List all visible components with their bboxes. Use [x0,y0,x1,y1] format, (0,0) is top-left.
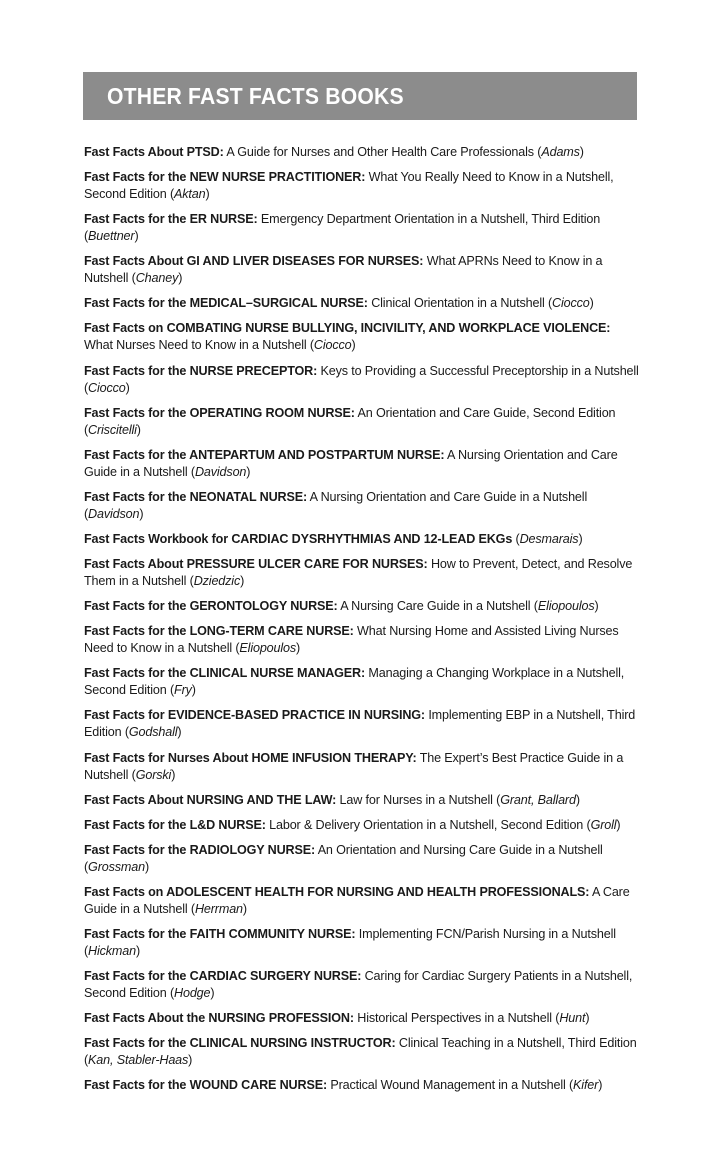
book-subtitle: A Nursing Care Guide in a Nutshell [340,599,531,614]
book-entry: Fast Facts for the ER NURSE: Emergency Department Orientation in a Nutshell, Third Edition (Buettner) [84,212,601,244]
book-author: Herrman [194,901,243,916]
book-subtitle: Implementing EBP in a Nutshell, Third Edition [84,708,636,740]
book-title: Fast Facts for the OPERATING ROOM NURSE: [84,405,355,420]
book-subtitle: How to Prevent, Detect, and Resolve Them in a Nutshell [84,557,633,589]
book-title: Fast Facts for the LONG-TERM CARE NURSE: [84,624,354,639]
book-title: Fast Facts for the CLINICAL NURSE MANAGER: [84,666,366,681]
book-title: Fast Facts Workbook for CARDIAC DYSRHYTHMIAS AND 12-LEAD EKGs [84,531,513,546]
book-subtitle: Clinical Teaching in a Nutshell, Third Edition [398,1036,637,1051]
book-subtitle: Historical Perspectives in a Nutshell [357,1011,552,1026]
book-author: Godshall [128,725,178,740]
book-subtitle: Labor & Delivery Orientation in a Nutshell, Second Edition [269,817,584,832]
book-entry: Fast Facts for the RADIOLOGY NURSE: An Orientation and Nursing Care Guide in a Nutshell (Grossman) [84,842,603,874]
book-subtitle: Keys to Providing a Successful Preceptorship in a Nutshell [320,363,639,378]
book-entry: Fast Facts for the CLINICAL NURSING INSTRUCTOR: Clinical Teaching in a Nutshell, Third Edition (Kan, Stabler-Haas) [84,1036,637,1068]
book-entry: Fast Facts for the L&D NURSE: Labor & Delivery Orientation in a Nutshell, Second Edition (Groll) [84,817,621,832]
book-entry: Fast Facts for the LONG-TERM CARE NURSE: What Nursing Home and Assisted Living Nurses Need to Know in a Nutshell (Eliopoulos) [84,624,619,656]
book-subtitle: A Nursing Orientation and Care Guide in a Nutshell [84,447,618,479]
book-author: Desmarais [519,531,579,546]
book-subtitle: The Expert’s Best Practice Guide in a Nutshell [84,750,624,782]
book-subtitle: Clinical Orientation in a Nutshell [371,296,545,311]
book-entry: Fast Facts for the MEDICAL–SURGICAL NURSE: Clinical Orientation in a Nutshell (Ciocco) [84,296,594,311]
book-entry: Fast Facts Workbook for CARDIAC DYSRHYTHMIAS AND 12-LEAD EKGs (Desmarais) [84,531,583,546]
book-title: Fast Facts for the CARDIAC SURGERY NURSE: [84,969,362,984]
book-author: Fry [174,683,192,698]
book-author: Kifer [573,1078,599,1093]
book-subtitle: Caring for Cardiac Surgery Patients in a Nutshell, Second Edition [84,969,633,1001]
book-entry: Fast Facts for the ANTEPARTUM AND POSTPARTUM NURSE: A Nursing Orientation and Care Guide in a Nutshell (Davidson) [84,447,618,479]
book-entry: Fast Facts for the NEW NURSE PRACTITIONER: What You Really Need to Know in a Nutshell, Second Edition (Aktan) [84,170,614,202]
book-author: Kan, Stabler-Haas [88,1053,189,1068]
book-entry: Fast Facts About NURSING AND THE LAW: Law for Nurses in a Nutshell (Grant, Ballard) [84,792,580,807]
book-subtitle: A Nursing Orientation and Care Guide in a Nutshell [309,489,588,504]
book-title: Fast Facts About GI AND LIVER DISEASES FOR NURSES: [84,254,424,269]
book-entry: Fast Facts on COMBATING NURSE BULLYING, INCIVILITY, AND WORKPLACE VIOLENCE: What Nurses Need to Know in a Nutshell (Ciocco) [84,321,611,353]
book-subtitle: Implementing FCN/Parish Nursing in a Nutshell [358,926,616,941]
book-subtitle: Emergency Department Orientation in a Nutshell, Third Edition [260,212,601,227]
book-subtitle: What APRNs Need to Know in a Nutshell [84,254,603,286]
book-entry: Fast Facts on ADOLESCENT HEALTH FOR NURSING AND HEALTH PROFESSIONALS: A Care Guide in a Nutshell (Herrman) [84,884,630,916]
book-author: Hickman [88,943,136,958]
book-entry: Fast Facts for the WOUND CARE NURSE: Practical Wound Management in a Nutshell (Kifer) [84,1078,603,1093]
book-title: Fast Facts for the NEONATAL NURSE: [84,489,308,504]
book-entry: Fast Facts About the NURSING PROFESSION: Historical Perspectives in a Nutshell (Hunt) [84,1011,590,1026]
book-author: Davidson [194,464,247,479]
book-subtitle: A Care Guide in a Nutshell [84,884,630,916]
book-title: Fast Facts for the RADIOLOGY NURSE: [84,842,316,857]
book-entry: Fast Facts for the NURSE PRECEPTOR: Keys to Providing a Successful Preceptorship in a Nutshell (Ciocco) [84,363,639,395]
book-entry: Fast Facts for the CARDIAC SURGERY NURSE: Caring for Cardiac Surgery Patients in a Nutshell, Second Edition (Hodge) [84,969,633,1001]
book-author: Ciocco [552,296,590,311]
section-title: OTHER FAST FACTS BOOKS [107,82,404,109]
section-header-bar [83,72,637,120]
book-subtitle: Practical Wound Management in a Nutshell [330,1078,566,1093]
book-title: Fast Facts for EVIDENCE-BASED PRACTICE IN NURSING: [84,708,425,723]
book-author: Chaney [135,271,179,286]
book-subtitle: A Guide for Nurses and Other Health Care Professionals [226,145,534,159]
book-title: Fast Facts for the ER NURSE: [84,212,258,227]
book-entry: Fast Facts About PRESSURE ULCER CARE FOR NURSES: How to Prevent, Detect, and Resolve Them in a Nutshell (Dziedzic) [84,557,633,589]
book-entry: Fast Facts About GI AND LIVER DISEASES FOR NURSES: What APRNs Need to Know in a Nutshell (Chaney) [84,254,603,286]
book-author: Groll [590,817,617,832]
book-author: Adams [541,145,580,159]
book-title: Fast Facts About PRESSURE ULCER CARE FOR NURSES: [84,557,428,572]
book-title: Fast Facts About PTSD: [84,145,224,159]
book-title: Fast Facts for the WOUND CARE NURSE: [84,1078,327,1093]
book-title: Fast Facts for the FAITH COMMUNITY NURSE: [84,926,356,941]
book-author: Gorski [135,767,172,782]
book-entry: Fast Facts About PTSD: A Guide for Nurses and Other Health Care Professionals (Adams) [84,145,584,159]
book-title: Fast Facts About NURSING AND THE LAW: [84,792,337,807]
book-title: Fast Facts for the MEDICAL–SURGICAL NURSE: [84,296,368,311]
book-subtitle: Law for Nurses in a Nutshell [339,792,493,807]
book-subtitle: What Nurses Need to Know in a Nutshell [84,338,307,353]
book-title: Fast Facts for the NEW NURSE PRACTITIONER: [84,170,366,185]
book-author: Grossman [88,859,145,874]
book-title: Fast Facts on ADOLESCENT HEALTH FOR NURSING AND HEALTH PROFESSIONALS: [84,884,590,899]
book-list [84,144,640,1102]
book-title: Fast Facts for the ANTEPARTUM AND POSTPARTUM NURSE: [84,447,445,462]
book-author: Ciocco [313,338,352,353]
book-subtitle: An Orientation and Care Guide, Second Edition [357,405,616,420]
book-author: Hodge [174,986,211,1001]
book-author: Dziedzic [193,574,241,589]
book-entry: Fast Facts for the CLINICAL NURSE MANAGER: Managing a Changing Workplace in a Nutshell, Second Edition (Fry) [84,666,625,698]
book-entry: Fast Facts for the NEONATAL NURSE: A Nursing Orientation and Care Guide in a Nutshell (Davidson) [84,489,588,521]
book-author: Eliopoulos [239,641,297,656]
book-title: Fast Facts for the NURSE PRECEPTOR: [84,363,318,378]
book-title: Fast Facts for the GERONTOLOGY NURSE: [84,599,338,614]
book-title: Fast Facts for the CLINICAL NURSING INSTRUCTOR: [84,1036,396,1051]
book-title: Fast Facts for the L&D NURSE: [84,817,266,832]
book-entry: Fast Facts for the OPERATING ROOM NURSE: An Orientation and Care Guide, Second Edition (Criscitelli) [84,405,616,437]
book-author: Davidson [88,506,140,521]
book-author: Hunt [559,1011,586,1026]
book-subtitle: What Nursing Home and Assisted Living Nurses Need to Know in a Nutshell [84,624,619,656]
book-author: Grant, Ballard [500,792,576,807]
book-entry: Fast Facts for the FAITH COMMUNITY NURSE: Implementing FCN/Parish Nursing in a Nutshell (Hickman) [84,926,616,958]
book-author: Eliopoulos [537,599,595,614]
book-author: Ciocco [88,380,126,395]
book-subtitle: Managing a Changing Workplace in a Nutshell, Second Edition [84,666,625,698]
book-title: Fast Facts on COMBATING NURSE BULLYING, INCIVILITY, AND WORKPLACE VIOLENCE: [84,321,611,336]
book-author: Criscitelli [88,422,137,437]
book-entry: Fast Facts for Nurses About HOME INFUSION THERAPY: The Expert’s Best Practice Guide in a Nutshell (Gorski) [84,750,624,782]
book-subtitle: An Orientation and Nursing Care Guide in a Nutshell [317,842,603,857]
book-author: Aktan [174,187,206,202]
book-subtitle: What You Really Need to Know in a Nutshell, Second Edition [84,170,614,202]
book-entry: Fast Facts for the GERONTOLOGY NURSE: A Nursing Care Guide in a Nutshell (Eliopoulos) [84,599,599,614]
book-title: Fast Facts About the NURSING PROFESSION: [84,1011,354,1026]
book-author: Buettner [88,229,135,244]
book-entry: Fast Facts for EVIDENCE-BASED PRACTICE IN NURSING: Implementing EBP in a Nutshell, Third Edition (Godshall) [84,708,636,740]
book-title: Fast Facts for Nurses About HOME INFUSION THERAPY: [84,750,417,765]
